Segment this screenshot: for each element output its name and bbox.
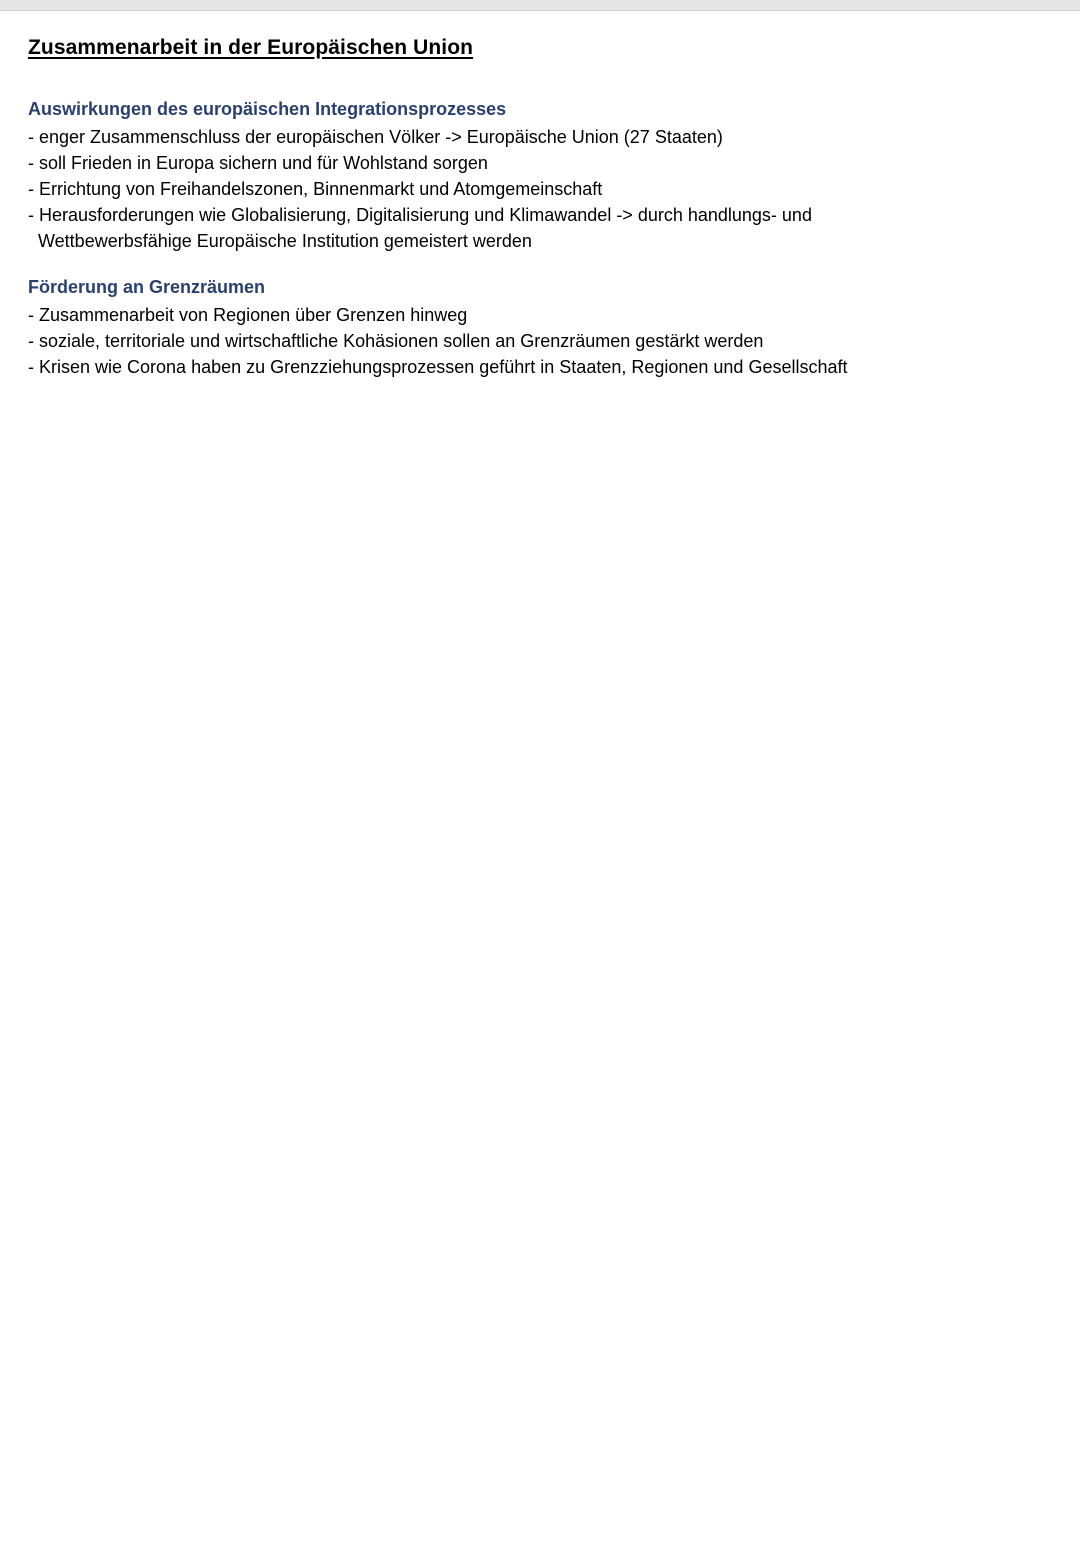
document-title: Zusammenarbeit in der Europäischen Union: [28, 36, 474, 59]
list-item: - Krisen wie Corona haben zu Grenzziehungsprozessen geführt in Staaten, Regionen und Gesellschaft: [28, 357, 848, 377]
bullet-list-integration: [28, 124, 1048, 254]
list-item: - Herausforderungen wie Globalisierung, Digitalisierung und Klimawandel -> durch handlungs- und Wettbewerbsfähige Europäische Institution gemeistert werden: [28, 205, 812, 251]
list-item: - Errichtung von Freihandelszonen, Binnenmarkt und Atomgemeinschaft: [28, 179, 603, 199]
section-integration: [28, 96, 1048, 254]
section-heading-border-regions: Förderung an Grenzräumen: [28, 277, 266, 297]
bullet-list-border-regions: [28, 302, 1048, 380]
section-border-regions: [28, 274, 1048, 380]
list-item: - enger Zusammenschluss der europäischen Völker -> Europäische Union (27 Staaten): [28, 127, 723, 147]
list-item: - Zusammenarbeit von Regionen über Grenzen hinweg: [28, 305, 468, 325]
top-border-strip: [0, 0, 1080, 11]
list-item: - soll Frieden in Europa sichern und für Wohlstand sorgen: [28, 153, 488, 173]
list-item: - soziale, territoriale und wirtschaftliche Kohäsionen sollen an Grenzräumen gestärkt werden: [28, 331, 764, 351]
section-heading-integration: Auswirkungen des europäischen Integrationsprozesses: [28, 99, 507, 119]
document-content: [28, 34, 1048, 400]
